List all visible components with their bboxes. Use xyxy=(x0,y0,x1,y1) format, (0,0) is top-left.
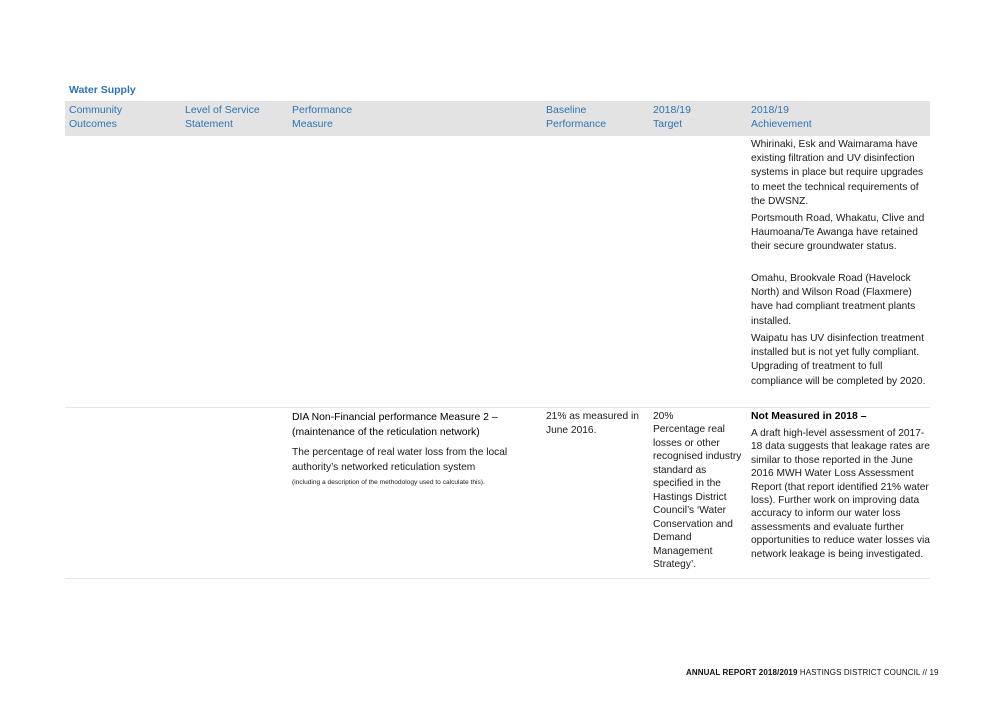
achievement-paragraph: Waipatu has UV disinfection treatment installed but is not yet fully compliant. Upgrading of treatment to full compliance will be completed by 2020. xyxy=(751,333,926,387)
measure-note: (including a description of the methodology used to calculate this). xyxy=(292,479,485,486)
header-baseline-performance: Baseline Performance xyxy=(546,104,607,130)
header-performance-measure: Performance Measure xyxy=(292,104,353,130)
footer-council: HASTINGS DISTRICT COUNCIL xyxy=(799,668,921,677)
row-divider xyxy=(65,578,930,579)
page-footer xyxy=(686,668,939,677)
page-number: 19 xyxy=(929,668,939,677)
target-value: 20% xyxy=(653,411,674,422)
measure-description: The percentage of real water loss from the local authority’s networked reticulation system xyxy=(292,447,508,473)
target-description: Percentage real losses or other recognised industry standard as specified in the Hastings District Council’s ‘Water Conservation and Demand Management Strategy’. xyxy=(653,424,742,570)
section-title: Water Supply xyxy=(69,84,136,96)
header-achievement: 2018/19 Achievement xyxy=(751,104,812,130)
row-divider xyxy=(65,407,930,408)
achievement-description: A draft high-level assessment of 2017-18 data suggests that leakage rates are similar to those reported in the June 2016 MWH Water Loss Assessment Report (that report identified 21% water loss). Further work on improving data accuracy to inform our water loss assessments and evaluate further opportunities to reduce water losses via network leakage is being investigated. xyxy=(751,428,930,560)
header-community-outcomes: Community Outcomes xyxy=(69,104,123,130)
achievement-title: Not Measured in 2018 – xyxy=(751,411,867,422)
header-target: 2018/19 Target xyxy=(653,104,691,130)
achievement-paragraph: Whirinaki, Esk and Waimarama have existing filtration and UV disinfection systems in place but require upgrades to meet the technical requirements of the DWSNZ. xyxy=(751,139,924,207)
achievement-paragraph: Omahu, Brookvale Road (Havelock North) and Wilson Road (Flaxmere) have had compliant treatment plants installed. xyxy=(751,273,916,327)
measure-title: DIA Non-Financial performance Measure 2 – (maintenance of the reticulation network) xyxy=(292,412,498,438)
achievement-paragraph: Portsmouth Road, Whakatu, Clive and Haumoana/Te Awanga have retained their secure groundwater status. xyxy=(751,213,925,253)
footer-report: ANNUAL REPORT 2018/2019 xyxy=(686,668,798,677)
header-level-of-service: Level of Service Statement xyxy=(185,104,260,130)
baseline-performance: 21% as measured in June 2016. xyxy=(546,411,639,436)
footer-separator: // xyxy=(922,668,928,677)
